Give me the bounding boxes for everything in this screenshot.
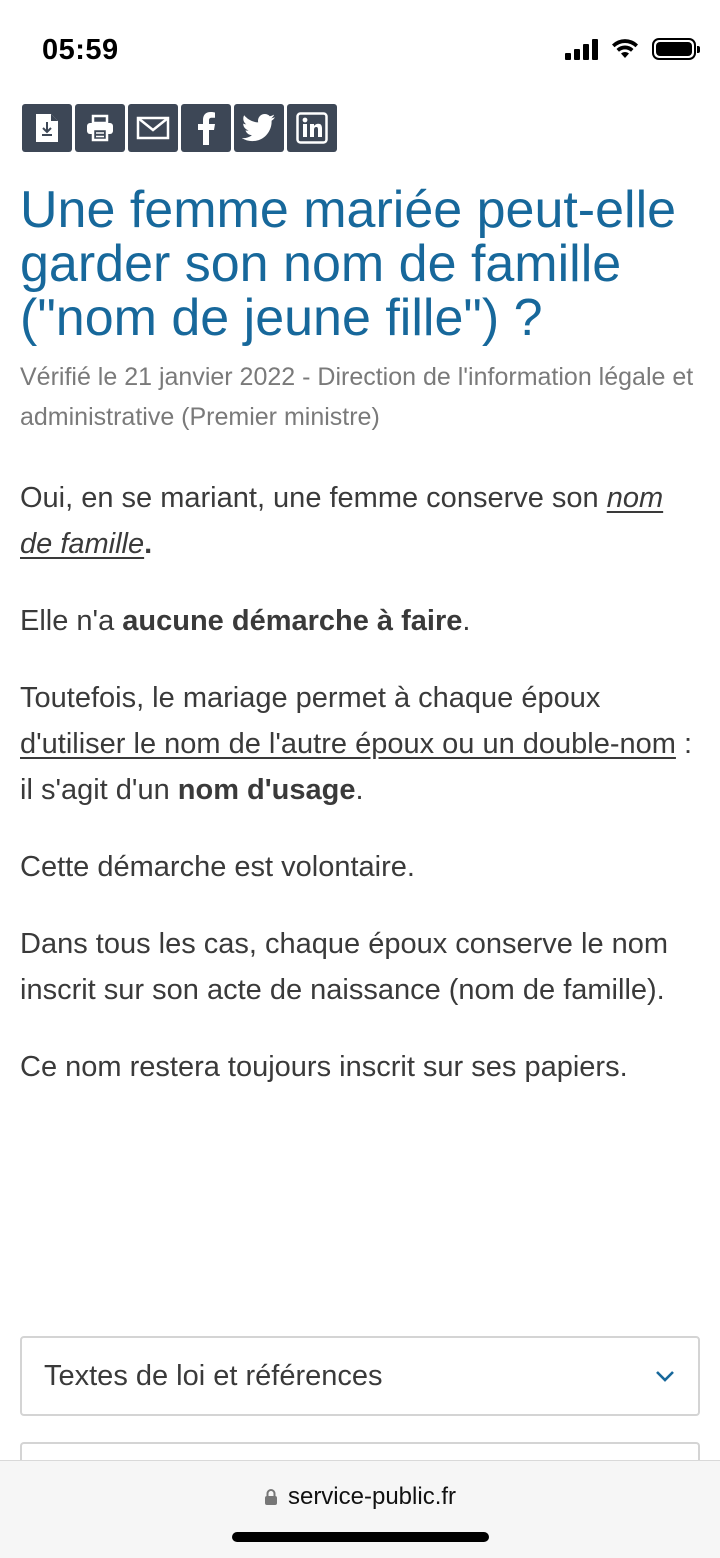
paragraph-text: Elle n'a bbox=[20, 605, 123, 637]
status-icons bbox=[565, 38, 696, 60]
chevron-down-icon bbox=[654, 1369, 676, 1383]
linkedin-share-button[interactable] bbox=[287, 104, 337, 152]
mail-icon bbox=[136, 116, 170, 140]
twitter-share-button[interactable] bbox=[234, 104, 284, 152]
verification-meta: Vérifié le 21 janvier 2022 - Direction de l'information légale et administrative (Premier ministre) bbox=[20, 363, 694, 431]
lock-icon bbox=[264, 1488, 278, 1506]
paragraph-1 bbox=[20, 475, 700, 567]
linkedin-icon bbox=[296, 112, 328, 144]
browser-bottom-bar bbox=[0, 1460, 720, 1558]
paragraph-2 bbox=[20, 598, 700, 644]
print-button[interactable] bbox=[75, 104, 125, 152]
paragraph-text: : il s'agit d'un bbox=[20, 728, 693, 806]
paragraph-text: Oui, en se mariant, une femme conserve son bbox=[20, 482, 607, 514]
article bbox=[20, 183, 700, 1090]
paragraph-end: . bbox=[355, 774, 364, 806]
paragraph-text: Toutefois, le mariage permet à chaque époux bbox=[20, 682, 601, 714]
print-icon bbox=[85, 114, 115, 142]
accordion-label: Textes de loi et références bbox=[44, 1359, 383, 1392]
nom-de-famille-link[interactable]: nom de famille bbox=[20, 482, 664, 560]
textes-de-loi-accordion[interactable] bbox=[20, 1336, 700, 1416]
share-toolbar bbox=[22, 104, 337, 152]
email-share-button[interactable] bbox=[128, 104, 178, 152]
battery-icon bbox=[652, 38, 696, 60]
url-text: service-public.fr bbox=[287, 1483, 457, 1510]
facebook-share-button[interactable] bbox=[181, 104, 231, 152]
paragraph-3 bbox=[20, 675, 700, 813]
status-time: 05:59 bbox=[42, 34, 119, 66]
page-title: Une femme mariée peut-elle garder son nom de famille ("nom de jeune fille") ? bbox=[20, 181, 677, 347]
home-indicator[interactable] bbox=[232, 1532, 489, 1542]
facebook-icon bbox=[196, 111, 216, 145]
nom-usage-link[interactable]: d'utiliser le nom de l'autre époux ou un double-nom bbox=[20, 728, 676, 760]
paragraph-4: Cette démarche est volontaire. bbox=[20, 851, 415, 883]
wifi-icon bbox=[610, 38, 640, 60]
emphasis-text: aucune démarche à faire bbox=[122, 605, 463, 637]
address-bar[interactable] bbox=[0, 1483, 720, 1511]
download-icon bbox=[34, 112, 60, 144]
status-bar bbox=[0, 0, 720, 100]
download-pdf-button[interactable] bbox=[22, 104, 72, 152]
paragraph-end: . bbox=[462, 605, 471, 637]
twitter-icon bbox=[242, 114, 276, 142]
emphasis-text: nom d'usage bbox=[177, 774, 356, 806]
paragraph-6: Ce nom restera toujours inscrit sur ses papiers. bbox=[20, 1051, 628, 1083]
cellular-signal-icon bbox=[565, 38, 598, 60]
paragraph-5: Dans tous les cas, chaque époux conserve le nom inscrit sur son acte de naissance (nom de famille). bbox=[20, 928, 669, 1006]
paragraph-end: . bbox=[144, 528, 153, 560]
